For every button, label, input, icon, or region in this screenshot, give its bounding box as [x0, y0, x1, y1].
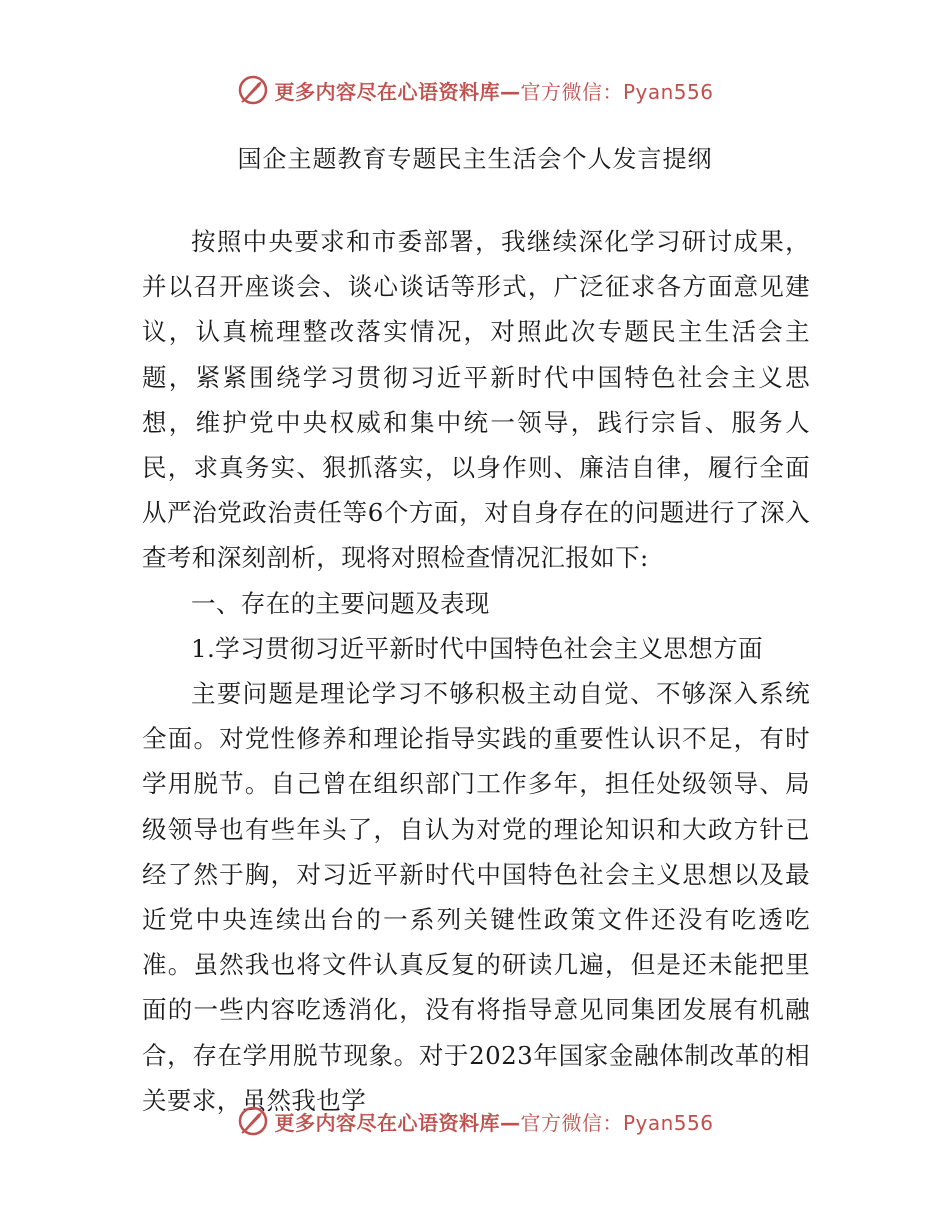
banner-wechat: 官方微信：Pyan556 — [520, 1110, 714, 1135]
banner-wechat: 官方微信：Pyan556 — [520, 79, 714, 104]
banner-brand: 更多内容尽在心语资料库— — [274, 79, 521, 104]
document-title: 国企主题教育专题民主生活会个人发言提纲 — [237, 145, 713, 173]
quill-pen-logo-icon — [236, 73, 270, 107]
subsection-heading: 1.学习贯彻习近平新时代中国特色社会主义思想方面 — [191, 633, 763, 663]
footer-banner — [0, 1101, 950, 1141]
banner-text — [274, 1107, 713, 1136]
banner-brand: 更多内容尽在心语资料库— — [274, 1110, 521, 1135]
section-heading: 一、存在的主要问题及表现 — [191, 588, 490, 618]
intro-paragraph: 按照中央要求和市委部署，我继续深化学习研讨成果，并以召开座谈会、谈心谈话等形式，广泛征求各方面意见建议，认真梳理整改落实情况，对照此次专题民主生活会主题，紧紧围绕学习贯彻习近平新时代中国特色社会主义思想，维护党中央权威和集中统一领导，践行宗旨、服务人民，求真务实、狠抓落实，以身作则、廉洁自律，履行全面从严治党政治责任等6个方面，对自身存在的问题进行了深入查考和深刻剖析，现将对照检查情况汇报如下: — [142, 227, 810, 573]
document-body — [142, 219, 810, 1123]
banner-text — [274, 76, 713, 105]
quill-pen-logo-icon — [236, 1104, 270, 1138]
header-banner — [0, 70, 950, 110]
body-paragraph: 主要问题是理论学习不够积极主动自觉、不够深入系统全面。对党性修养和理论指导实践的重要性认识不足，有时学用脱节。自己曾在组织部门工作多年，担任处级领导、局级领导也有些年头了，自认为对党的理论知识和大政方针已经了然于胸，对习近平新时代中国特色社会主义思想以及最近党中央连续出台的一系列关键性政策文件还没有吃透吃准。虽然我也将文件认真反复的研读几遍，但是还未能把里面的一些内容吃透消化，没有将指导意见同集团发展有机融合，存在学用脱节现象。对于2023年国家金融体制改革的相关要求，虽然我也学 — [142, 679, 810, 1115]
